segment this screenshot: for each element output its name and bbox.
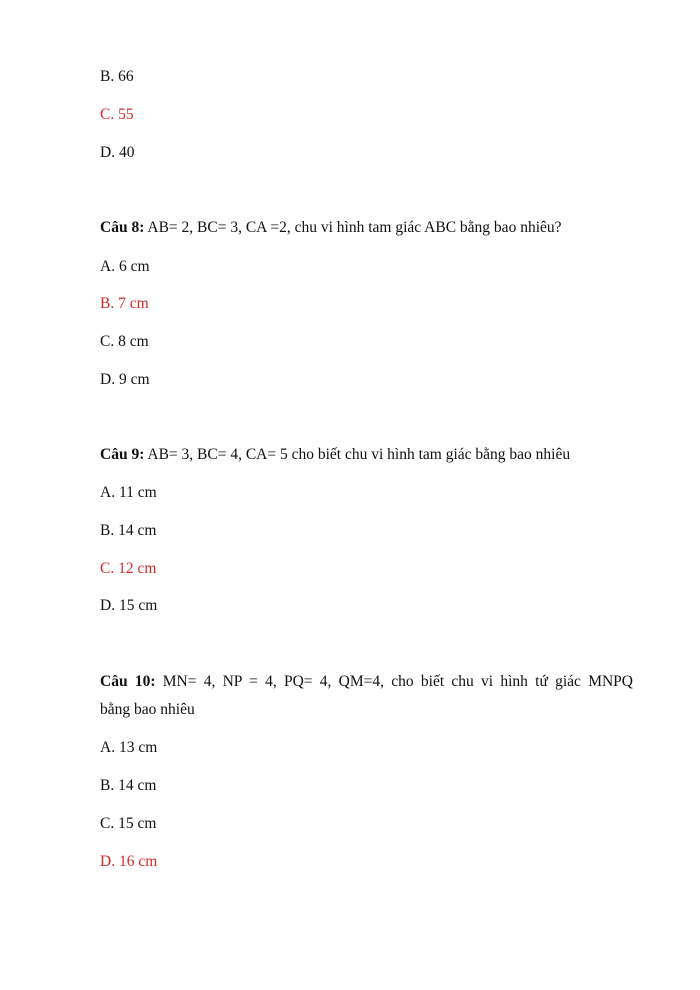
question-10 [100, 672, 633, 692]
answer-option: A. 6 cm [100, 258, 150, 275]
answer-option: D. 40 [100, 144, 135, 161]
answer-option: D. 15 cm [100, 597, 158, 614]
answer-option: B. 66 [100, 68, 134, 85]
question-text: AB= 3, BC= 4, CA= 5 cho biết chu vi hình tam giác bằng bao nhiêu [144, 446, 571, 463]
question-label: Câu 10: [100, 673, 156, 690]
question-text-continued: bằng bao nhiêu [100, 701, 195, 718]
question-8 [100, 218, 562, 238]
answer-option-correct: C. 55 [100, 106, 134, 123]
answer-option: C. 15 cm [100, 815, 157, 832]
question-text: AB= 2, BC= 3, CA =2, chu vi hình tam giác ABC bằng bao nhiêu? [144, 219, 562, 236]
answer-option: D. 9 cm [100, 371, 150, 388]
question-label: Câu 9: [100, 446, 145, 463]
answer-option: B. 14 cm [100, 777, 157, 794]
answer-option-correct: C. 12 cm [100, 560, 157, 577]
answer-option: C. 8 cm [100, 333, 149, 350]
answer-option-correct: B. 7 cm [100, 295, 149, 312]
answer-option-correct: D. 16 cm [100, 853, 158, 870]
question-text: MN= 4, NP = 4, PQ= 4, QM=4, cho biết chu vi hình tứ giác MNPQ [155, 673, 633, 690]
question-9 [100, 445, 570, 465]
answer-option: A. 11 cm [100, 484, 157, 501]
question-label: Câu 8: [100, 219, 145, 236]
answer-option: A. 13 cm [100, 739, 158, 756]
answer-option: B. 14 cm [100, 522, 157, 539]
